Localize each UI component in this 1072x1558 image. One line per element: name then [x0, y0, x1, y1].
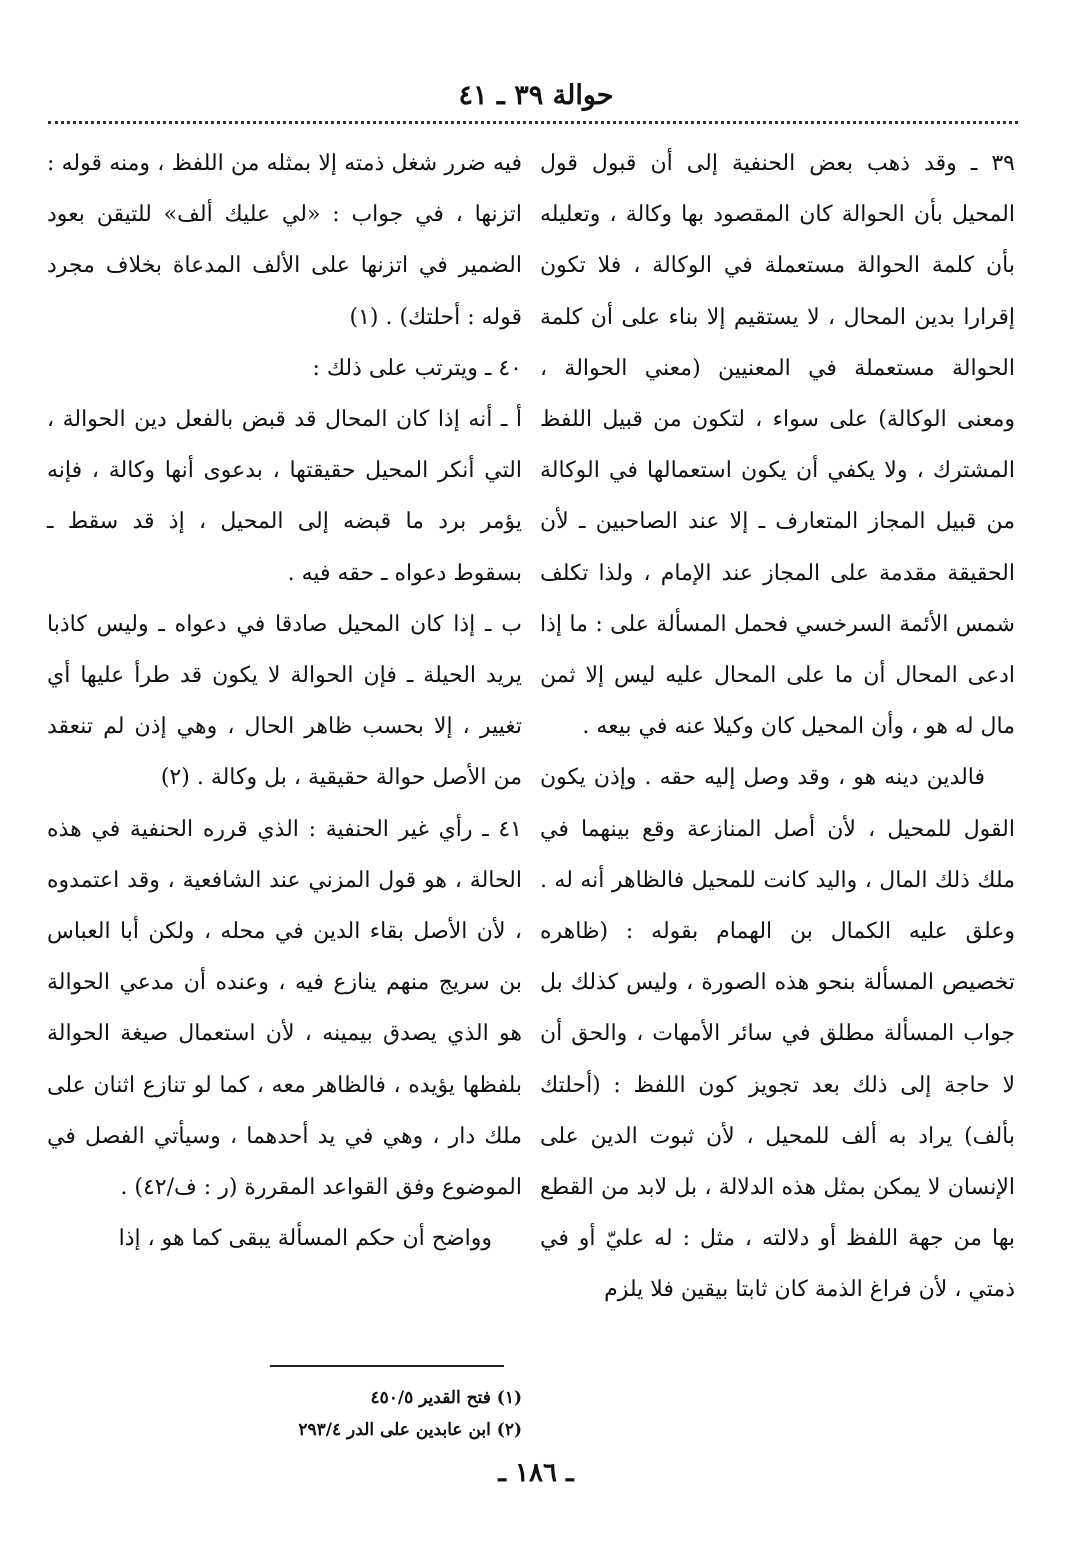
paragraph-40-heading: ٤٠ ـ ويترتب على ذلك : — [312, 355, 522, 381]
paragraph-continuation: فالدين دينه هو ، وقد وصل إليه حقه . وإذن يكون القول للمحيل ، لأن أصل المنازعة وقع بينهما في ملك ذلك المال ، واليد كانت للمحيل فالظاهر أنه له . وعلق عليه الكمال بن الهمام بقوله : (ظاهره تخصيص المسألة بنحو هذه الصورة ، وليس كذلك بل جواب المسألة مطلق في سائر الأمهات ، والحق أن لا حاجة إلى ذلك بعد تجويز كون اللفظ : (أحلتك بألف) يراد به ألف للمحيل ، لأن ثبوت الدين على الإنسان لا يمكن بمثل هذه الدلالة ، بل لابد من القطع بها من جهة اللفظ أو دلالته ، مثل : له عليّ أو في ذمتي ، لأن فراغ الذمة كان ثابتا بيقين فلا يلزم — [540, 765, 1015, 1303]
paragraph-40-a: أ ـ أنه إذا كان المحال قد قبض بالفعل دين الحوالة ، التي أنكر المحيل حقيقتها ، بدعوى أنها وكالة ، فإنه يؤمر برد ما قبضه إلى المحيل ، إذ قد سقط ـ بسقوط دعواه ـ حقه فيه . — [47, 407, 522, 586]
right-column — [540, 138, 1015, 1316]
header-dotted-rule — [48, 121, 1018, 124]
paragraph-continued: فيه ضرر شغل ذمته إلا بمثله من اللفظ ، ومنه قوله : اتزنها ، في جواب : «لي عليك ألف» للتيقن بعود الضمير في اتزنها على الألف المدعاة بخلاف مجرد قوله : أحلتك) . (١) — [47, 151, 522, 330]
footnote-1: (١) فتح القدير ٤٥٠/٥ — [370, 1388, 522, 1408]
paragraph-40-b: ب ـ إذا كان المحيل صادقا في دعواه ـ وليس كاذبا يريد الحيلة ـ فإن الحوالة لا يكون قد طرأ عليها أي تغيير ، إلا بحسب ظاهر الحال ، وهي إذن لم تنعقد من الأصل حوالة حقيقية ، بل وكالة . (٢) — [47, 611, 522, 791]
paragraph-39: ٣٩ ـ وقد ذهب بعض الحنفية إلى أن قبول قول المحيل بأن الحوالة كان المقصود بها وكالة ، وتعليله بأن كلمة الحوالة مستعملة في الوكالة ، فلا تكون إقرارا بدين المحال ، لا يستقيم إلا بناء على أن كلمة الحوالة مستعملة في المعنيين (معني الحوالة ، ومعنى الوكالة) على سواء ، لتكون من قبيل اللفظ المشترك ، ولا يكفي أن يكون استعمالها في الوكالة من قبيل المجاز المتعارف ـ إلا عند الصاحبين ـ لأن الحقيقة مقدمة على المجاز عند الإمام ، ولذا تكلف شمس الأئمة السرخسي فحمل المسألة على : ما إذا ادعى المحال أن ما على المحال عليه ليس إلا ثمن مال له هو ، وأن المحيل كان وكيلا عنه في بيعه . — [540, 151, 1015, 740]
page-number: ـ ١٨٦ ـ — [498, 1458, 574, 1488]
left-column — [47, 138, 522, 1264]
footnotes — [47, 1382, 522, 1446]
paragraph-41-continuation: وواضح أن حكم المسألة يبقى كما هو ، إذا — [118, 1226, 492, 1252]
footnote-2: (٢) ابن عابدين على الدر ٢٩٣/٤ — [298, 1420, 522, 1440]
paragraph-41: ٤١ ـ رأي غير الحنفية : الذي قرره الحنفية في هذه الحالة ، هو قول المزني عند الشافعية ، وقد اعتمدوه ، لأن الأصل بقاء الدين في محله ، ولكن أبا العباس بن سريج منهم ينازع فيه ، وعنده أن مدعي الحوالة هو الذي يصدق بيمينه ، لأن استعمال صيغة الحوالة بلفظها يؤيده ، فالظاهر معه ، كما لو تنازع اثنان على ملك دار ، وهي في يد أحدهما ، وسيأتي الفصل في الموضوع وفق القواعد المقررة (ر : ف/٤٢) . — [47, 816, 522, 1201]
page-header-title: حوالة ٣٩ ـ ٤١ — [458, 80, 614, 111]
footnote-separator — [270, 1365, 504, 1367]
